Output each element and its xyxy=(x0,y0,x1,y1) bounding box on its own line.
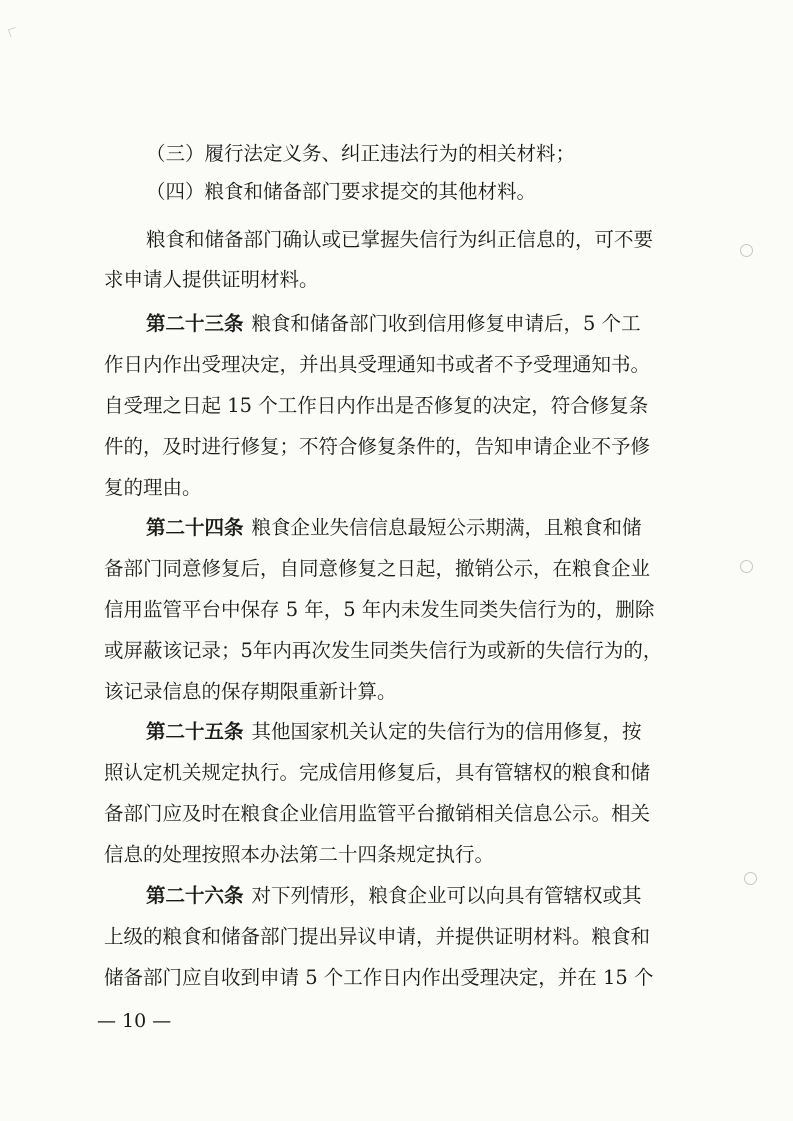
article-23-title: 第二十三条 xyxy=(146,312,244,335)
binding-hole-mark xyxy=(744,872,757,885)
list-item-4: （四）粮食和储备部门要求提交的其他材料。 xyxy=(146,180,537,203)
note-line-2: 求申请人提供证明材料。 xyxy=(104,268,319,291)
article-25-text-1: 其他国家机关认定的失信行为的信用修复，按 xyxy=(251,720,642,743)
article-24-line-5: 该记录信息的保存期限重新计算。 xyxy=(104,680,397,703)
article-26-title: 第二十六条 xyxy=(146,884,244,907)
page-number: — 10 — xyxy=(97,1010,172,1032)
list-item-3: （三）履行法定义务、纠正违法行为的相关材料； xyxy=(146,142,576,165)
article-23-text-1: 粮食和储备部门收到信用修复申请后，5 个工 xyxy=(251,312,641,335)
article-24-line-1 xyxy=(146,508,642,548)
article-25-title: 第二十五条 xyxy=(146,720,244,743)
article-26-line-1 xyxy=(146,876,642,916)
article-25-line-2: 照认定机关规定执行。完成信用修复后，具有管辖权的粮食和储 xyxy=(104,761,651,784)
article-24-line-3: 信用监管平台中保存 5 年，5 年内未发生同类失信行为的，删除 xyxy=(104,598,655,621)
article-23-line-5: 复的理由。 xyxy=(104,476,202,499)
article-25-line-1 xyxy=(146,712,642,752)
article-24-line-2: 备部门同意修复后，自同意修复之日起，撤销公示，在粮食企业 xyxy=(104,557,651,580)
article-23-line-4: 件的，及时进行修复；不符合修复条件的，告知申请企业不予修 xyxy=(104,435,651,458)
article-26-line-3: 储备部门应自收到申请 5 个工作日内作出受理决定，并在 15 个 xyxy=(104,966,654,989)
article-23-line-3: 自受理之日起 15 个工作日内作出是否修复的决定，符合修复条 xyxy=(104,394,649,417)
article-23-line-2: 作日内作出受理决定，并出具受理通知书或者不予受理通知书。 xyxy=(104,353,651,376)
article-25-line-3: 备部门应及时在粮食企业信用监管平台撤销相关信息公示。相关 xyxy=(104,802,651,825)
article-25-line-4: 信息的处理按照本办法第二十四条规定执行。 xyxy=(104,843,495,866)
article-23-line-1 xyxy=(146,304,641,344)
corner-mark xyxy=(8,27,18,37)
binding-hole-mark xyxy=(740,560,753,573)
note-line-1: 粮食和储备部门确认或已掌握失信行为纠正信息的，可不要 xyxy=(146,228,654,251)
article-24-line-4: 或屏蔽该记录；5年内再次发生同类失信行为或新的失信行为的， xyxy=(104,639,663,662)
article-26-line-2: 上级的粮食和储备部门提出异议申请，并提供证明材料。粮食和 xyxy=(104,925,651,948)
article-24-text-1: 粮食企业失信信息最短公示期满，且粮食和储 xyxy=(251,516,642,539)
article-24-title: 第二十四条 xyxy=(146,516,244,539)
article-26-text-1: 对下列情形，粮食企业可以向具有管辖权或其 xyxy=(251,884,642,907)
binding-hole-mark xyxy=(740,244,753,257)
